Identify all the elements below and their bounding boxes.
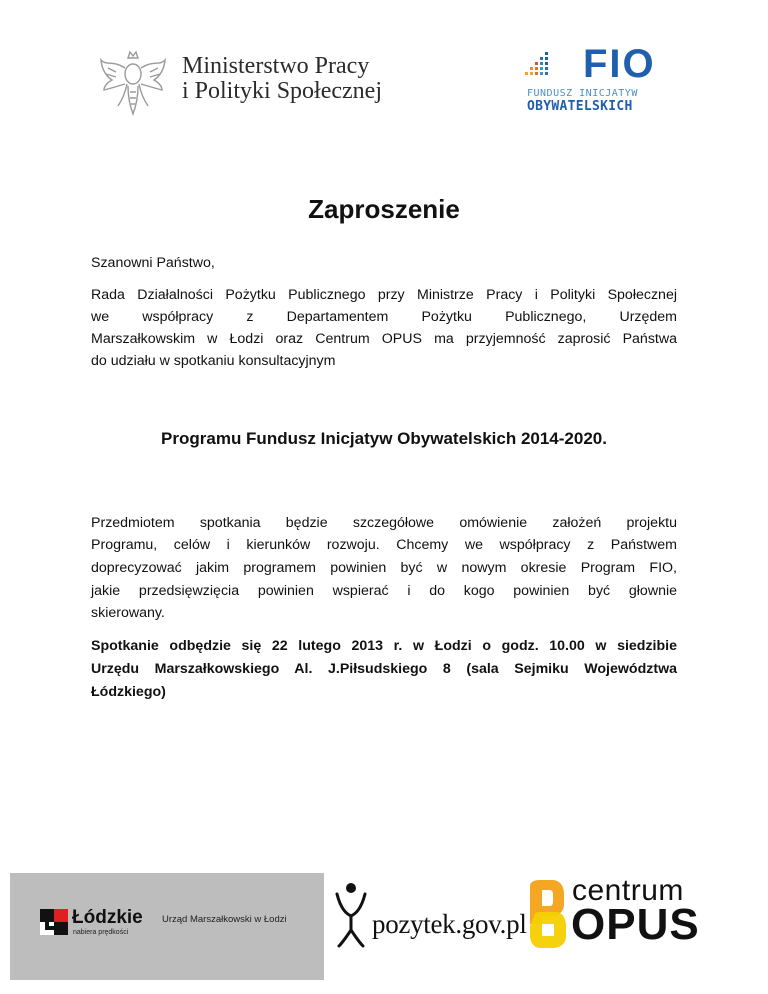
ministry-line-1: Ministerstwo Pracy <box>182 53 370 79</box>
paragraph-2-line-2: Programu, celów i kierunków rozwoju. Chcemy we współpracy z Państwem <box>91 537 677 553</box>
meeting-info-line-1: Spotkanie odbędzie się 22 lutego 2013 r. w Łodzi o godz. 10.00 w siedzibie <box>91 638 677 654</box>
meeting-info-line-2: Urzędu Marszałkowskiego Al. J.Piłsudskiego 8 (sala Sejmiku Województwa <box>91 661 677 677</box>
paragraph-1-line-2: we współpracy z Departamentem Pożytku Publicznego, Urzędem <box>91 309 677 325</box>
fio-wordmark: FIO <box>583 42 656 86</box>
paragraph-2-line-3: doprecyzować jakim programem powinien być w nowym okresie Program FIO, <box>91 560 677 576</box>
ministry-line-2: i Polityki Społecznej <box>182 78 382 104</box>
lodzkie-mark-icon <box>40 909 68 935</box>
marshal-office-name: Urząd Marszałkowski w Łodzi <box>162 914 287 925</box>
paragraph-2-line-5: skierowany. <box>91 605 165 621</box>
paragraph-2-line-4: jakie przedsięwzięcia powinien wspierać i do kogo powinien być głownie <box>91 583 677 599</box>
page-title: Zaproszenie <box>308 194 460 224</box>
eagle-emblem-icon <box>98 46 168 118</box>
fio-dots-icon <box>525 48 565 78</box>
opus-logo-top: centrum <box>572 874 684 907</box>
fio-logo <box>525 44 675 114</box>
greeting: Szanowni Państwo, <box>91 255 215 271</box>
pozytek-logo-text: pozytek.gov.pl <box>372 909 527 939</box>
program-heading: Programu Fundusz Inicjatyw Obywatelskich 2014-2020. <box>161 429 607 448</box>
paragraph-1-line-1: Rada Działalności Pożytku Publicznego przy Ministrze Pracy i Polityki Społecznej <box>91 287 677 303</box>
lodzkie-name: Łódzkie <box>72 907 143 928</box>
paragraph-2-line-1: Przedmiotem spotkania będzie szczegółowe omówienie założeń projektu <box>91 515 677 531</box>
fio-subtitle-2: OBYWATELSKICH <box>527 99 633 114</box>
ministry-name <box>182 54 382 104</box>
lodzkie-tagline: nabiera prędkości <box>73 929 129 936</box>
meeting-info-line-3: Łódzkiego) <box>91 684 166 700</box>
lodzkie-logo-banner <box>10 873 324 980</box>
opus-mark-icon <box>526 880 566 948</box>
paragraph-1-line-3: Marszałkowskim w Łodzi oraz Centrum OPUS ma przyjemność zaprosić Państwa <box>91 331 677 347</box>
pozytek-figure-icon <box>333 880 369 950</box>
paragraph-1-line-4: do udziału w spotkaniu konsultacyjnym <box>91 353 336 369</box>
fio-subtitle-1: FUNDUSZ INICJATYW <box>527 88 638 99</box>
opus-logo-bottom: OPUS <box>571 900 700 949</box>
